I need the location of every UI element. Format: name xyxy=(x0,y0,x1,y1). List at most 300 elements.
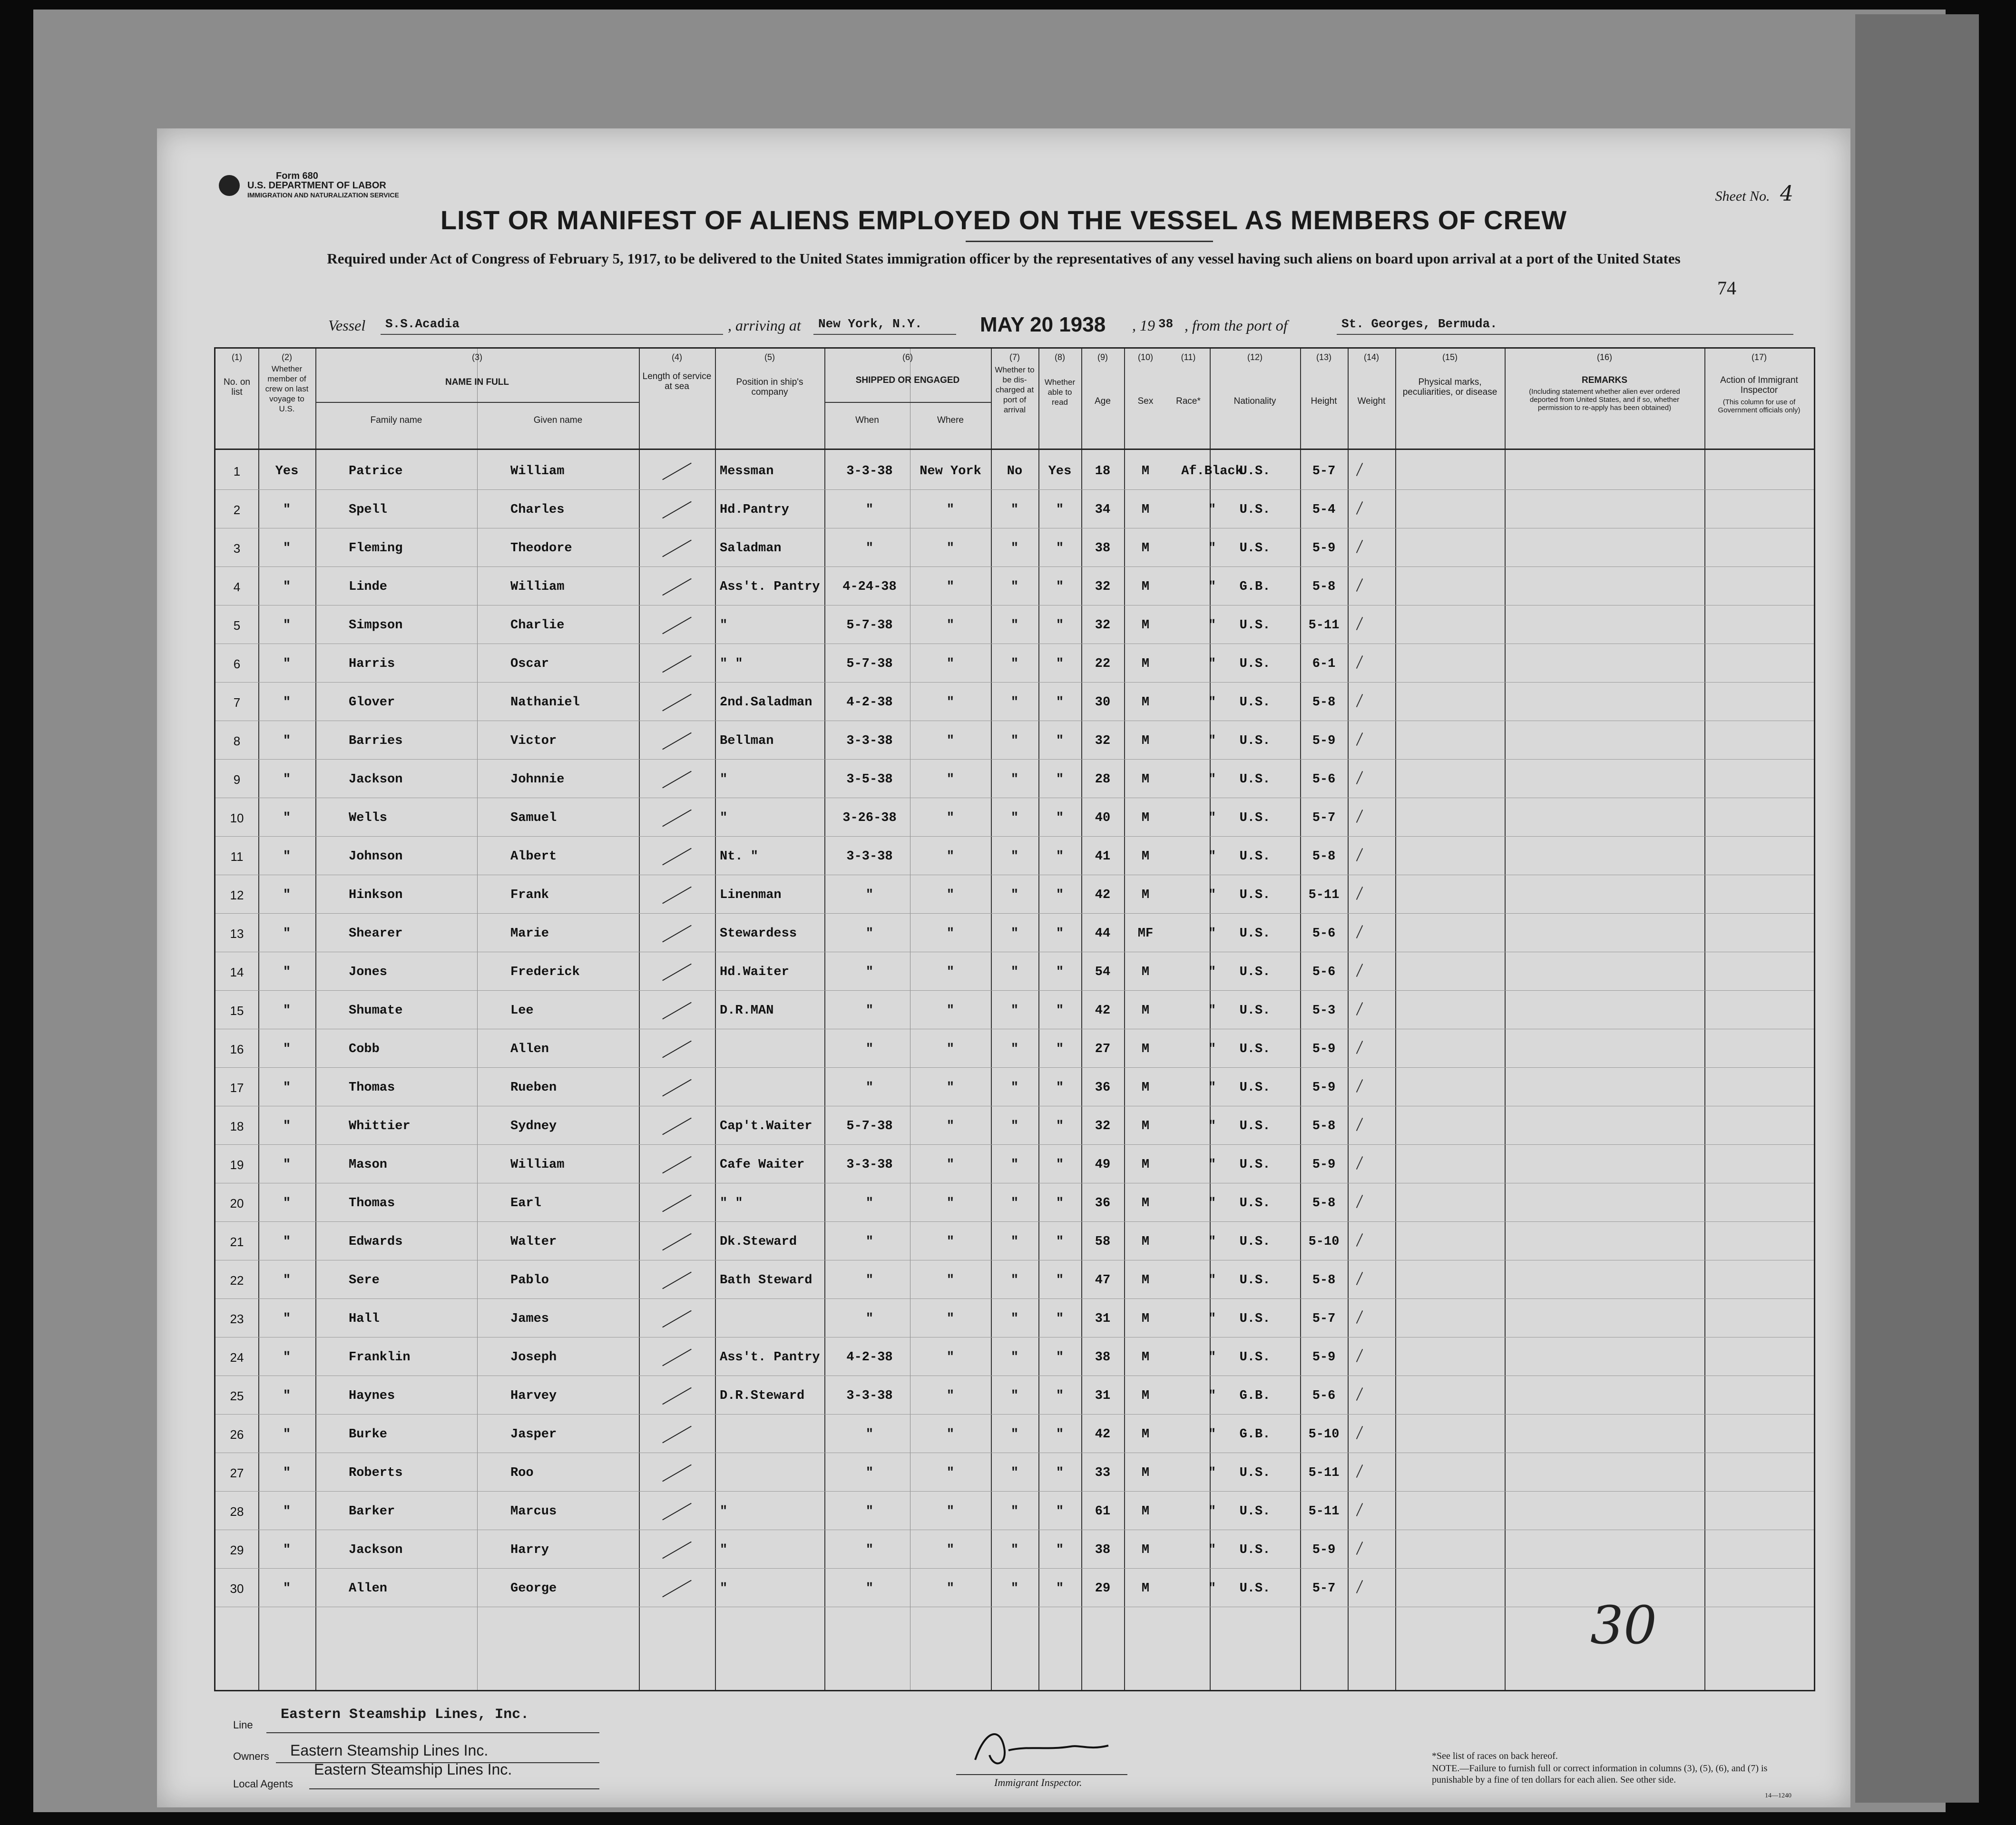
table-row xyxy=(215,528,1814,567)
discharged: " xyxy=(1010,1235,1019,1249)
family-name: Jones xyxy=(349,965,388,979)
given-name: Victor xyxy=(510,734,557,748)
previous-voyage: " xyxy=(283,1427,291,1442)
shipped-when: " xyxy=(865,1543,874,1557)
previous-voyage: " xyxy=(283,1235,291,1249)
col17-number: (17) xyxy=(1751,352,1767,362)
service-check-mark xyxy=(662,925,692,943)
nationality: U.S. xyxy=(1239,811,1271,825)
service-check-mark xyxy=(662,694,692,712)
discharged: " xyxy=(1010,1273,1019,1288)
row-number: 25 xyxy=(230,1389,244,1403)
service-check-mark xyxy=(662,1310,692,1328)
position: Linenman xyxy=(720,888,782,902)
position: " xyxy=(720,1581,728,1596)
given-name: Jasper xyxy=(510,1427,557,1442)
able-to-read: " xyxy=(1056,1235,1064,1249)
age: 32 xyxy=(1095,734,1111,748)
nationality: U.S. xyxy=(1239,965,1271,979)
previous-voyage: " xyxy=(283,1504,291,1519)
height: 5-7 xyxy=(1312,1581,1336,1596)
given-name: William xyxy=(510,464,565,478)
col6-label: SHIPPED OR ENGAGED xyxy=(855,375,960,385)
discharged: " xyxy=(1010,1389,1019,1403)
age: 42 xyxy=(1095,888,1111,902)
previous-voyage: " xyxy=(283,1312,291,1326)
weight-tick-mark xyxy=(1356,655,1363,669)
table-row xyxy=(215,1067,1814,1106)
given-name: Frederick xyxy=(510,965,580,979)
col16-label: REMARKS xyxy=(1581,375,1628,385)
sex: M xyxy=(1141,657,1150,671)
page-subtitle: Required under Act of Congress of February 5, 1917, to be delivered to the United States immigration officer by the representatives of any vessel having such aliens on board upon arrival at a port of the United States xyxy=(327,250,1681,267)
given-name: Frank xyxy=(510,888,549,902)
sex: M xyxy=(1141,580,1150,594)
sex: M xyxy=(1141,695,1150,710)
nationality: U.S. xyxy=(1239,695,1271,710)
col5-number: (5) xyxy=(764,352,775,362)
given-name: Sydney xyxy=(510,1119,557,1133)
age: 32 xyxy=(1095,618,1111,633)
shipped-where: " xyxy=(946,849,955,864)
shipped-where: " xyxy=(946,503,955,517)
family-name: Simpson xyxy=(349,618,403,633)
family-name: Hall xyxy=(349,1312,380,1326)
race: " xyxy=(1208,1466,1216,1480)
height: 5-9 xyxy=(1312,1081,1336,1095)
table-row xyxy=(215,759,1814,798)
able-to-read: " xyxy=(1056,695,1064,710)
family-name: Harris xyxy=(349,657,395,671)
crew-table xyxy=(214,347,1815,1691)
nationality: U.S. xyxy=(1239,1273,1271,1288)
shipped-where: " xyxy=(946,1389,955,1403)
nationality: U.S. xyxy=(1239,1158,1271,1172)
sex: M xyxy=(1141,541,1150,556)
sex: M xyxy=(1141,1158,1150,1172)
race: " xyxy=(1208,580,1216,594)
col4-label: Length of service at sea xyxy=(642,371,712,391)
col4-number: (4) xyxy=(672,352,682,362)
family-name: Glover xyxy=(349,695,395,710)
height: 5-11 xyxy=(1308,888,1340,902)
inspector-label: Immigrant Inspector. xyxy=(994,1776,1082,1788)
nationality: U.S. xyxy=(1239,927,1271,941)
owners-value: Eastern Steamship Lines Inc. xyxy=(290,1742,489,1759)
col10-number: (10) xyxy=(1137,352,1153,362)
weight-tick-mark xyxy=(1356,617,1363,630)
stamp-number: 74 xyxy=(1717,277,1736,299)
row-number: 26 xyxy=(230,1427,244,1442)
sex: M xyxy=(1141,1581,1150,1596)
shipped-when: 3-3-38 xyxy=(846,849,893,864)
nationality: U.S. xyxy=(1239,1543,1271,1557)
race: " xyxy=(1208,811,1216,825)
family-name: Mason xyxy=(349,1158,388,1172)
race: " xyxy=(1208,1581,1216,1596)
sheet-label: Sheet No. xyxy=(1715,188,1770,204)
race: Af.Black xyxy=(1181,464,1243,478)
age: 38 xyxy=(1095,1350,1111,1365)
shipped-when: 4-2-38 xyxy=(846,1350,893,1365)
table-row xyxy=(215,952,1814,991)
height: 5-4 xyxy=(1312,503,1336,517)
year-value: 38 xyxy=(1158,317,1174,331)
row-number: 28 xyxy=(230,1504,244,1519)
service-check-mark xyxy=(662,1426,692,1444)
weight-tick-mark xyxy=(1356,1118,1363,1131)
col3-number: (3) xyxy=(472,352,482,362)
shipped-where: " xyxy=(946,618,955,633)
sex: M xyxy=(1141,1504,1150,1519)
able-to-read: Yes xyxy=(1048,464,1072,478)
height: 5-8 xyxy=(1312,1196,1336,1210)
service-name: IMMIGRATION AND NATURALIZATION SERVICE xyxy=(247,191,399,199)
age: 32 xyxy=(1095,1119,1111,1133)
service-check-mark xyxy=(662,1079,692,1097)
able-to-read: " xyxy=(1056,849,1064,864)
col12-number: (12) xyxy=(1247,352,1262,362)
col12-label: Nationality xyxy=(1233,396,1276,406)
sex: M xyxy=(1141,888,1150,902)
position: Cap't.Waiter xyxy=(720,1119,812,1133)
vessel-name: S.S.Acadia xyxy=(385,317,460,331)
nationality: G.B. xyxy=(1239,580,1271,594)
previous-voyage: " xyxy=(283,618,291,633)
discharged: " xyxy=(1010,1543,1019,1557)
family-name: Burke xyxy=(349,1427,388,1442)
able-to-read: " xyxy=(1056,1389,1064,1403)
race: " xyxy=(1208,1042,1216,1056)
given-name: Walter xyxy=(510,1235,557,1249)
previous-voyage: Yes xyxy=(275,464,299,478)
given-name: Albert xyxy=(510,849,557,864)
able-to-read: " xyxy=(1056,1427,1064,1442)
discharged: " xyxy=(1010,1581,1019,1596)
shipped-where: " xyxy=(946,1119,955,1133)
previous-voyage: " xyxy=(283,965,291,979)
shipped-when: 3-3-38 xyxy=(846,1389,893,1403)
given-name: Nathaniel xyxy=(510,695,580,710)
sex: M xyxy=(1141,1427,1150,1442)
age: 33 xyxy=(1095,1466,1111,1480)
height: 5-6 xyxy=(1312,772,1336,787)
col3-label: NAME IN FULL xyxy=(445,377,509,387)
age: 27 xyxy=(1095,1042,1111,1056)
sex: M xyxy=(1141,1081,1150,1095)
col8-number: (8) xyxy=(1055,352,1065,362)
shipped-where: " xyxy=(946,927,955,941)
tally-mark: 30 xyxy=(1590,1595,1657,1656)
sex: M xyxy=(1141,1312,1150,1326)
discharged: " xyxy=(1010,618,1019,633)
discharged: " xyxy=(1010,888,1019,902)
weight-tick-mark xyxy=(1356,1079,1363,1093)
service-check-mark xyxy=(662,1156,692,1174)
discharged: " xyxy=(1010,1466,1019,1480)
table-row xyxy=(215,489,1814,528)
age: 36 xyxy=(1095,1081,1111,1095)
row-number: 4 xyxy=(233,580,241,594)
race: " xyxy=(1208,1273,1216,1288)
previous-voyage: " xyxy=(283,541,291,556)
col10-label: Sex xyxy=(1137,396,1154,406)
row-number: 18 xyxy=(230,1119,244,1133)
position: 2nd.Saladman xyxy=(720,695,812,710)
given-name: Theodore xyxy=(510,541,572,556)
col8-label: Whether able to read xyxy=(1044,378,1076,407)
col3-family-label: Family name xyxy=(370,415,422,425)
previous-voyage: " xyxy=(283,1081,291,1095)
discharged: No xyxy=(1007,464,1023,478)
position: Hd.Waiter xyxy=(720,965,789,979)
family-name: Thomas xyxy=(349,1081,395,1095)
age: 38 xyxy=(1095,1543,1111,1557)
col3-given-label: Given name xyxy=(533,415,583,425)
race: " xyxy=(1208,1350,1216,1365)
given-name: Harry xyxy=(510,1543,549,1557)
service-check-mark xyxy=(662,1272,692,1289)
service-check-mark xyxy=(662,771,692,789)
previous-voyage: " xyxy=(283,1196,291,1210)
sex: M xyxy=(1141,503,1150,517)
previous-voyage: " xyxy=(283,888,291,902)
discharged: " xyxy=(1010,1158,1019,1172)
col6-number: (6) xyxy=(902,352,913,362)
height: 5-8 xyxy=(1312,849,1336,864)
shipped-when: " xyxy=(865,1273,874,1288)
position: Nt. " xyxy=(720,849,759,864)
position: Bellman xyxy=(720,734,774,748)
previous-voyage: " xyxy=(283,1350,291,1365)
footer xyxy=(214,1693,1812,1803)
table-row xyxy=(215,644,1814,683)
weight-tick-mark xyxy=(1356,887,1363,900)
service-check-mark xyxy=(662,501,692,519)
col15-label: Physical marks, peculiarities, or disease xyxy=(1402,377,1497,397)
age: 49 xyxy=(1095,1158,1111,1172)
previous-voyage: " xyxy=(283,1273,291,1288)
discharged: " xyxy=(1010,503,1019,517)
shipped-where: " xyxy=(946,1158,955,1172)
owners-label: Owners xyxy=(233,1750,269,1762)
col6-where-label: Where xyxy=(937,415,964,425)
height: 5-9 xyxy=(1312,1350,1336,1365)
age: 47 xyxy=(1095,1273,1111,1288)
able-to-read: " xyxy=(1056,1196,1064,1210)
height: 5-11 xyxy=(1308,1466,1340,1480)
position: " xyxy=(720,772,728,787)
nationality: U.S. xyxy=(1239,657,1271,671)
weight-tick-mark xyxy=(1356,1542,1363,1555)
weight-tick-mark xyxy=(1356,810,1363,823)
able-to-read: " xyxy=(1056,1004,1064,1018)
age: 38 xyxy=(1095,541,1111,556)
service-check-mark xyxy=(662,732,692,750)
discharged: " xyxy=(1010,927,1019,941)
shipped-when: " xyxy=(865,503,874,517)
col1-label: No. on list xyxy=(224,377,250,397)
weight-tick-mark xyxy=(1356,1233,1363,1247)
row-number: 30 xyxy=(230,1581,244,1596)
age: 31 xyxy=(1095,1389,1111,1403)
col13-number: (13) xyxy=(1316,352,1331,362)
nationality: U.S. xyxy=(1239,1081,1271,1095)
height: 5-11 xyxy=(1308,1504,1340,1519)
shipped-where: " xyxy=(946,1081,955,1095)
col14-number: (14) xyxy=(1363,352,1379,362)
position: " xyxy=(720,618,728,633)
weight-tick-mark xyxy=(1356,1041,1363,1054)
table-header xyxy=(215,349,1814,450)
family-name: Barries xyxy=(349,734,403,748)
age: 31 xyxy=(1095,1312,1111,1326)
shipped-when: 4-24-38 xyxy=(842,580,897,594)
weight-tick-mark xyxy=(1356,1503,1363,1516)
race: " xyxy=(1208,1389,1216,1403)
able-to-read: " xyxy=(1056,1581,1064,1596)
family-name: Patrice xyxy=(349,464,403,478)
height: 5-7 xyxy=(1312,464,1336,478)
able-to-read: " xyxy=(1056,503,1064,517)
row-number: 1 xyxy=(233,464,241,478)
able-to-read: " xyxy=(1056,1273,1064,1288)
shipped-where: " xyxy=(946,811,955,825)
race: " xyxy=(1208,1504,1216,1519)
row-number: 6 xyxy=(233,657,241,671)
position: Ass't. Pantry xyxy=(720,1350,820,1365)
row-number: 9 xyxy=(233,772,241,787)
nationality: U.S. xyxy=(1239,1196,1271,1210)
nationality: U.S. xyxy=(1239,1312,1271,1326)
col5-label: Position in ship's company xyxy=(736,377,803,397)
given-name: Charlie xyxy=(510,618,565,633)
service-check-mark xyxy=(662,655,692,673)
service-check-mark xyxy=(662,1542,692,1559)
table-row xyxy=(215,1144,1814,1183)
race: " xyxy=(1208,618,1216,633)
table-row xyxy=(215,566,1814,605)
col17-sub: (This column for use of Government officials only) xyxy=(1718,398,1801,414)
position: Hd.Pantry xyxy=(720,503,789,517)
position: " xyxy=(720,811,728,825)
shipped-when: " xyxy=(865,1504,874,1519)
discharged: " xyxy=(1010,1042,1019,1056)
given-name: Allen xyxy=(510,1042,549,1056)
race: " xyxy=(1208,734,1216,748)
nationality: U.S. xyxy=(1239,1042,1271,1056)
previous-voyage: " xyxy=(283,811,291,825)
service-check-mark xyxy=(662,1464,692,1482)
sex: M xyxy=(1141,1273,1150,1288)
previous-voyage: " xyxy=(283,580,291,594)
sex: M xyxy=(1141,1389,1150,1403)
table-row xyxy=(215,1106,1814,1145)
family-name: Jackson xyxy=(349,1543,403,1557)
table-row xyxy=(215,1530,1814,1569)
discharged: " xyxy=(1010,1196,1019,1210)
discharged: " xyxy=(1010,657,1019,671)
position: Bath Steward xyxy=(720,1273,812,1288)
nationality: U.S. xyxy=(1239,888,1271,902)
nationality: G.B. xyxy=(1239,1427,1271,1442)
family-name: Franklin xyxy=(349,1350,411,1365)
backing-sheet-edge xyxy=(1855,14,1979,1803)
discharged: " xyxy=(1010,1312,1019,1326)
col7-label: Whether to be dis-charged at port of arrival xyxy=(995,365,1035,414)
service-check-mark xyxy=(662,887,692,904)
sex: M xyxy=(1141,1543,1150,1557)
previous-voyage: " xyxy=(283,503,291,517)
able-to-read: " xyxy=(1056,1081,1064,1095)
col2-label: Whether member of crew on last voyage to U.S. xyxy=(265,364,309,413)
sex: M xyxy=(1141,464,1150,478)
family-name: Fleming xyxy=(349,541,403,556)
discharged: " xyxy=(1010,1350,1019,1365)
table-row xyxy=(215,1183,1814,1222)
service-check-mark xyxy=(662,1233,692,1251)
weight-tick-mark xyxy=(1356,1426,1363,1439)
race: " xyxy=(1208,1081,1216,1095)
position: " " xyxy=(720,1196,743,1210)
voyage-line xyxy=(328,314,1812,337)
row-number: 21 xyxy=(230,1235,244,1249)
row-number: 24 xyxy=(230,1350,244,1365)
weight-tick-mark xyxy=(1356,1387,1363,1401)
previous-voyage: " xyxy=(283,1543,291,1557)
department-seal-icon xyxy=(219,175,240,196)
service-check-mark xyxy=(662,1195,692,1212)
family-name: Haynes xyxy=(349,1389,395,1403)
weight-tick-mark xyxy=(1356,501,1363,515)
service-check-mark xyxy=(662,1041,692,1058)
given-name: Joseph xyxy=(510,1350,557,1365)
able-to-read: " xyxy=(1056,580,1064,594)
shipped-when: " xyxy=(865,1466,874,1480)
departure-port: St. Georges, Bermuda. xyxy=(1341,317,1497,331)
discharged: " xyxy=(1010,541,1019,556)
shipped-when: 5-7-38 xyxy=(846,618,893,633)
given-name: George xyxy=(510,1581,557,1596)
family-name: Wells xyxy=(349,811,388,825)
nationality: U.S. xyxy=(1239,849,1271,864)
discharged: " xyxy=(1010,1119,1019,1133)
shipped-when: " xyxy=(865,1235,874,1249)
shipped-when: 3-3-38 xyxy=(846,464,893,478)
discharged: " xyxy=(1010,580,1019,594)
weight-tick-mark xyxy=(1356,1464,1363,1478)
weight-tick-mark xyxy=(1356,732,1363,746)
race: " xyxy=(1208,657,1216,671)
shipped-where: " xyxy=(946,657,955,671)
position: D.R.Steward xyxy=(720,1389,805,1403)
arriving-label: , arriving at xyxy=(728,317,801,334)
sex: M xyxy=(1141,734,1150,748)
discharged: " xyxy=(1010,1004,1019,1018)
row-number: 20 xyxy=(230,1196,244,1210)
height: 5-7 xyxy=(1312,811,1336,825)
col16-number: (16) xyxy=(1596,352,1612,362)
col2-number: (2) xyxy=(282,352,292,362)
table-row xyxy=(215,875,1814,914)
family-name: Thomas xyxy=(349,1196,395,1210)
sex: M xyxy=(1141,1466,1150,1480)
discharged: " xyxy=(1010,1081,1019,1095)
age: 58 xyxy=(1095,1235,1111,1249)
age: 22 xyxy=(1095,657,1111,671)
able-to-read: " xyxy=(1056,618,1064,633)
previous-voyage: " xyxy=(283,1042,291,1056)
